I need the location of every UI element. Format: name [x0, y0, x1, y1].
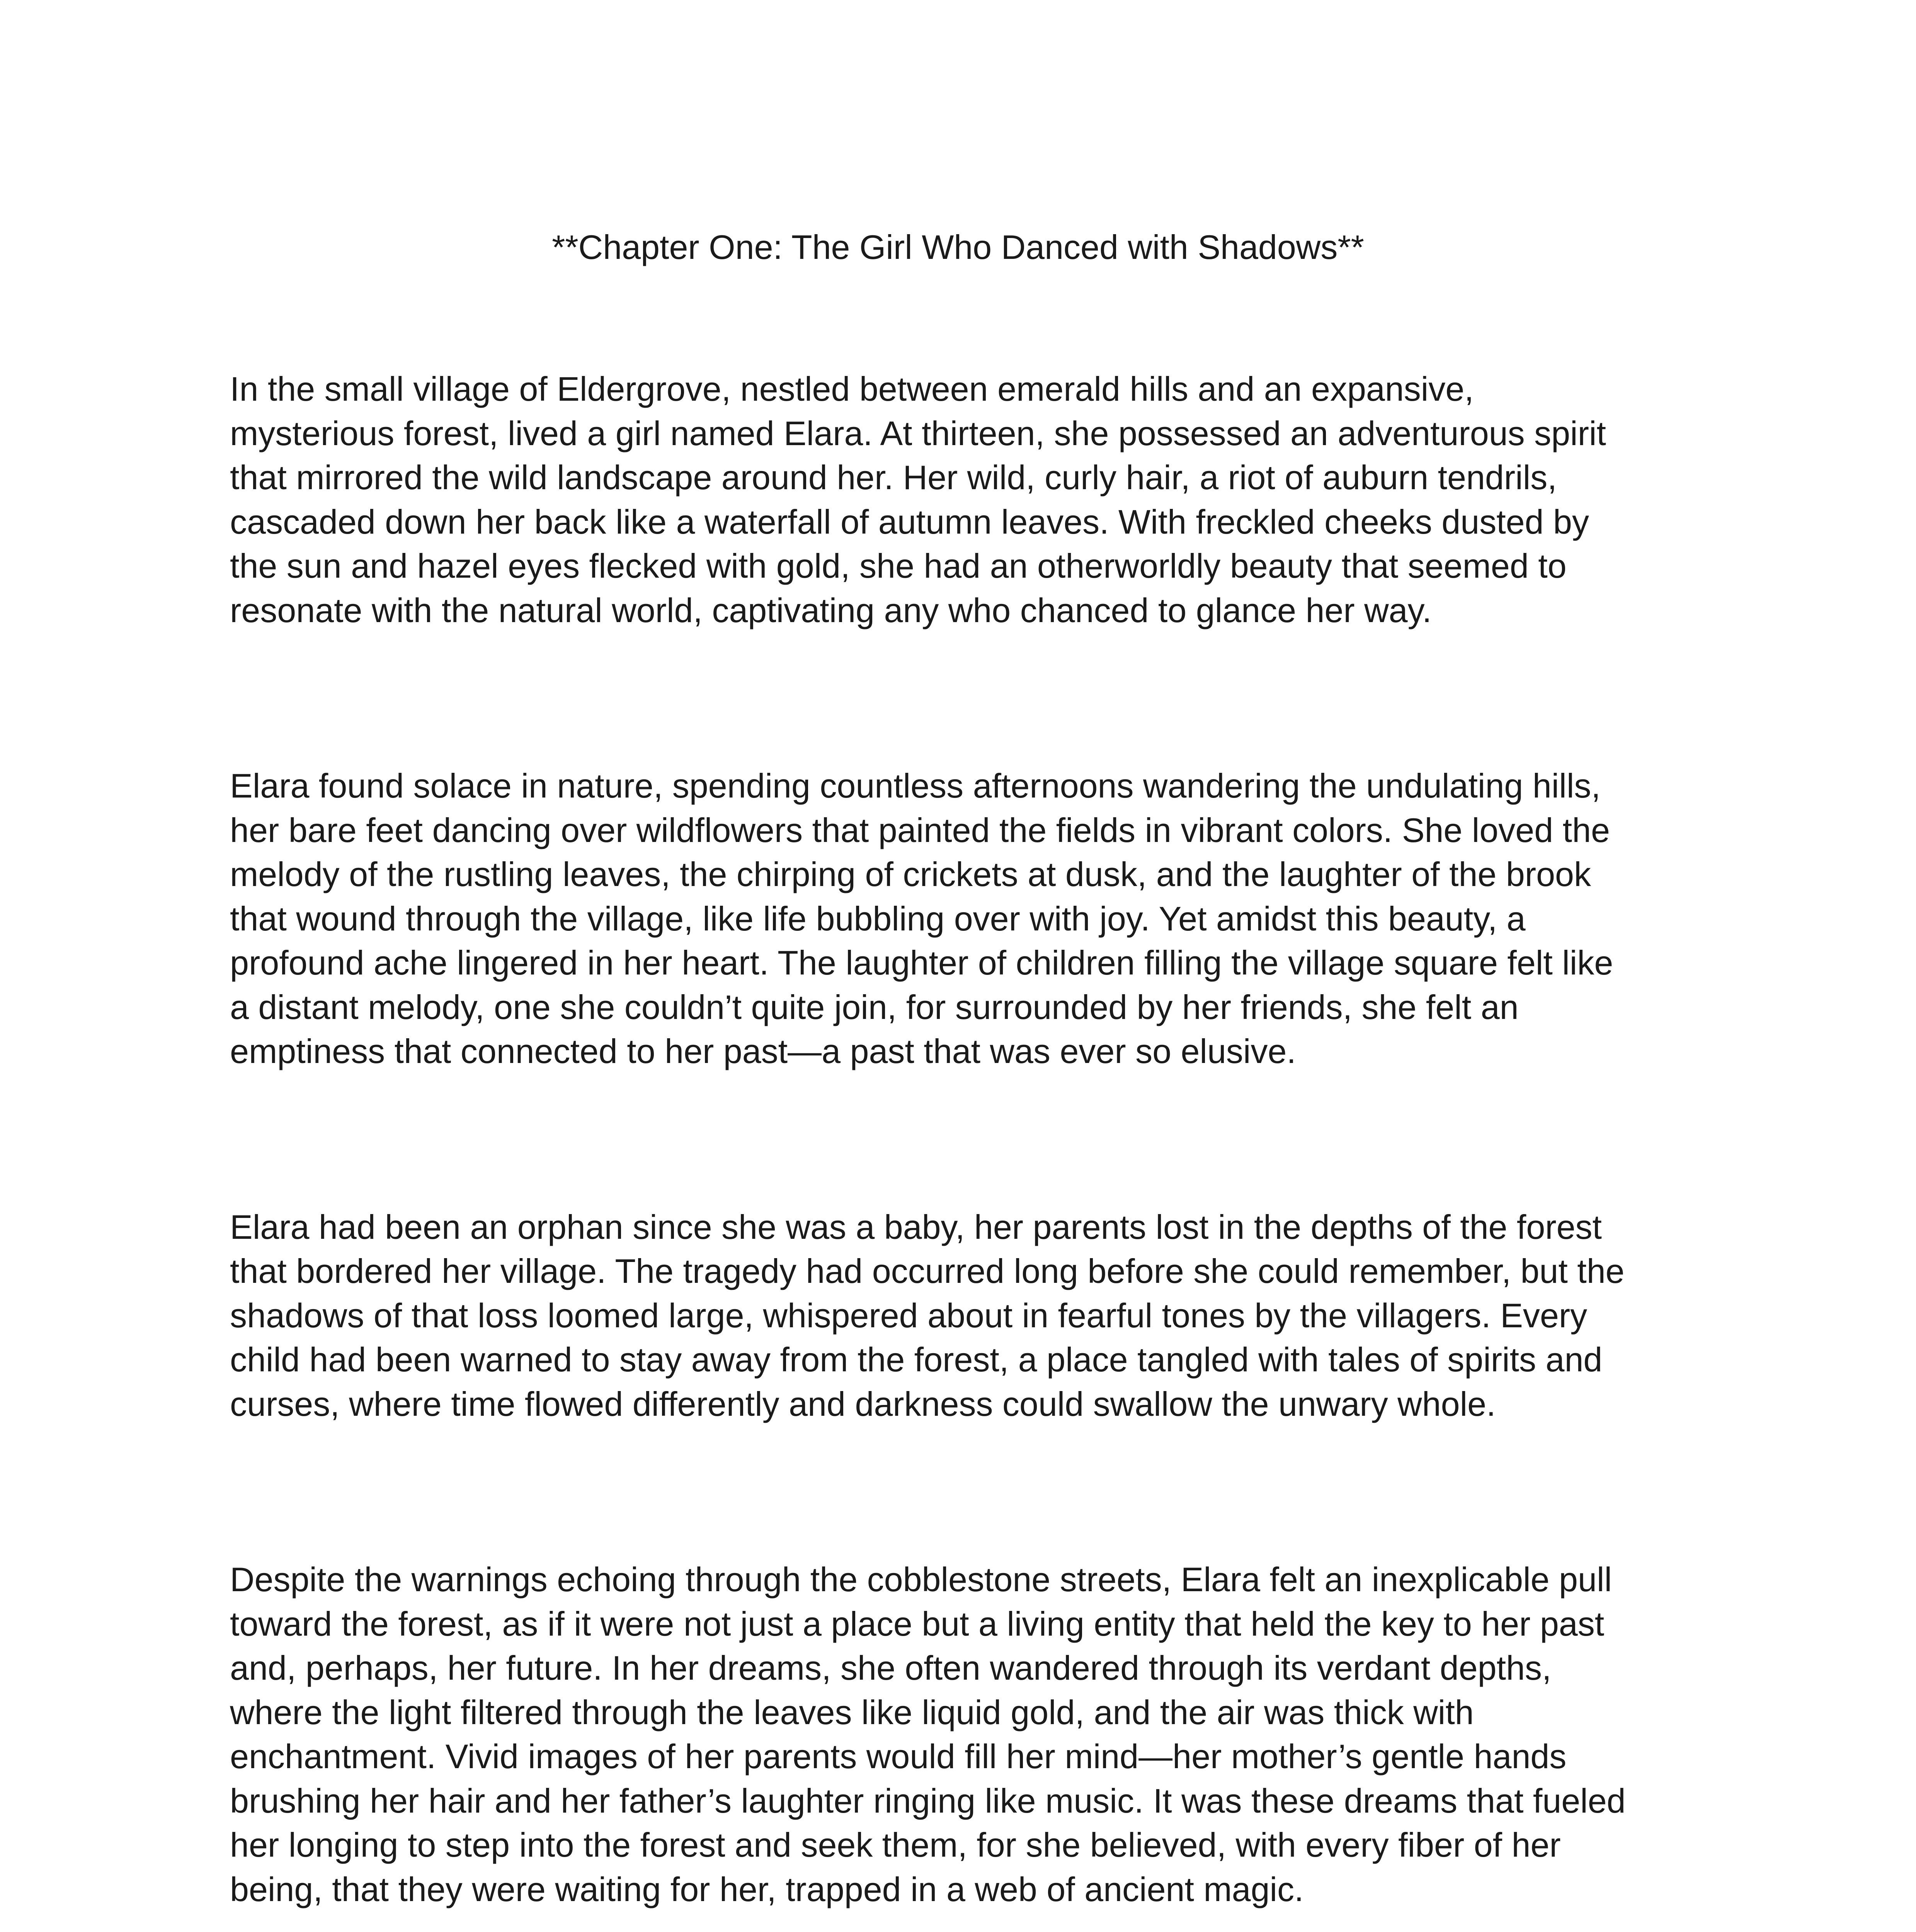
text-line: profound ache lingered in her heart. The laughter of children filling the village square felt like — [230, 944, 1613, 982]
text-line: mysterious forest, lived a girl named Elara. At thirteen, she possessed an adventurous spirit — [230, 414, 1606, 452]
text-line: being, that they were waiting for her, trapped in a web of ancient magic. — [230, 1870, 1304, 1908]
paragraph — [230, 1205, 1706, 1427]
text-line: where the light filtered through the leaves like liquid gold, and the air was thick with — [230, 1693, 1474, 1731]
text-line: Elara found solace in nature, spending countless afternoons wandering the undulating hills, — [230, 767, 1601, 805]
text-line: the sun and hazel eyes flecked with gold, she had an otherworldly beauty that seemed to — [230, 547, 1567, 585]
text-line: that mirrored the wild landscape around her. Her wild, curly hair, a riot of auburn tendrils, — [230, 458, 1557, 497]
text-line: Elara had been an orphan since she was a baby, her parents lost in the depths of the forest — [230, 1208, 1602, 1246]
paragraph — [230, 1558, 1706, 1912]
text-line: child had been warned to stay away from the forest, a place tangled with tales of spirits and — [230, 1340, 1603, 1379]
text-line: brushing her hair and her father’s laughter ringing like music. It was these dreams that fueled — [230, 1781, 1626, 1820]
paragraph — [230, 367, 1706, 633]
text-line: that wound through the village, like life bubbling over with joy. Yet amidst this beauty, a — [230, 899, 1526, 938]
chapter-body — [230, 367, 1706, 1932]
text-line: and, perhaps, her future. In her dreams, she often wandered through its verdant depths, — [230, 1649, 1552, 1687]
text-line: a distant melody, one she couldn’t quite join, for surrounded by her friends, she felt an — [230, 988, 1519, 1026]
text-line: her bare feet dancing over wildflowers that painted the fields in vibrant colors. She loved the — [230, 811, 1610, 849]
text-line: Despite the warnings echoing through the cobblestone streets, Elara felt an inexplicable pull — [230, 1560, 1612, 1599]
text-line: resonate with the natural world, captivating any who chanced to glance her way. — [230, 591, 1432, 629]
chapter-title: **Chapter One: The Girl Who Danced with Shadows** — [552, 228, 1364, 266]
text-line: that bordered her village. The tragedy had occurred long before she could remember, but the — [230, 1252, 1625, 1290]
text-line: her longing to step into the forest and seek them, for she believed, with every fiber of her — [230, 1826, 1561, 1864]
paragraph — [230, 764, 1706, 1074]
text-line: melody of the rustling leaves, the chirping of crickets at dusk, and the laughter of the brook — [230, 855, 1591, 893]
text-line: In the small village of Eldergrove, nestled between emerald hills and an expansive, — [230, 370, 1474, 408]
text-line: cascaded down her back like a waterfall of autumn leaves. With freckled cheeks dusted by — [230, 502, 1589, 541]
text-line: toward the forest, as if it were not just a place but a living entity that held the key to her past — [230, 1604, 1605, 1643]
text-line: shadows of that loss loomed large, whispered about in fearful tones by the villagers. Every — [230, 1296, 1588, 1335]
text-line: enchantment. Vivid images of her parents would fill her mind—her mother’s gentle hands — [230, 1737, 1567, 1776]
text-line: emptiness that connected to her past—a past that was ever so elusive. — [230, 1032, 1296, 1070]
text-line: curses, where time flowed differently and darkness could swallow the unwary whole. — [230, 1384, 1496, 1423]
